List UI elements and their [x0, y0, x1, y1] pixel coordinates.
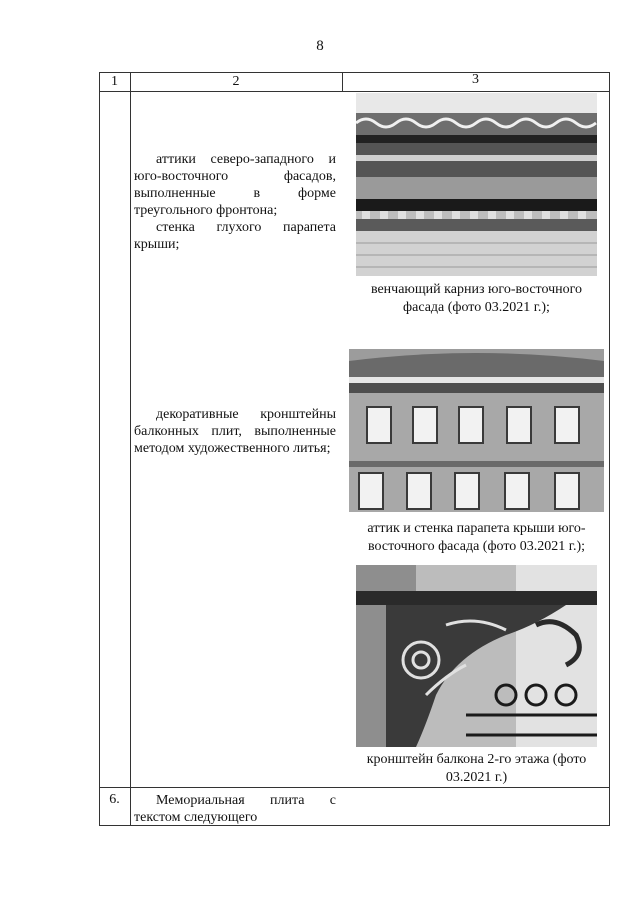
row-6-text-block — [134, 792, 336, 826]
brackets-paragraph: декоративные кронштейны балконных плит, выполненные методом художественного литья; — [134, 407, 336, 456]
bracket-photo — [356, 565, 597, 747]
header-col-1: 1 — [111, 74, 118, 89]
parapet-paragraph: стенка глухого парапета крыши; — [134, 220, 336, 252]
row-6-text: Мемориальная плита с текстом следующего — [134, 793, 336, 825]
attic-paragraph: аттики северо-западного и юго-восточного фасадов, выполненные в форме треугольного фронтона; — [134, 152, 336, 218]
header-col-2: 2 — [232, 74, 240, 89]
bracket-caption: кронштейн балкона 2-го этажа (фото 03.2021 г.) — [366, 752, 587, 785]
description-block-2 — [134, 406, 336, 457]
facade-photo — [349, 349, 604, 512]
cornice-photo — [356, 93, 597, 276]
page-number: 8 — [316, 38, 324, 54]
facade-caption: аттик и стенка парапета крыши юго-восточного фасада (фото 03.2021 г.); — [367, 521, 586, 554]
cornice-caption: венчающий карниз юго-восточного фасада (фото 03.2021 г.); — [370, 282, 583, 315]
description-block-1 — [134, 151, 336, 253]
header-col-3: 3 — [472, 72, 479, 87]
row-6-number: 6. — [109, 792, 120, 807]
